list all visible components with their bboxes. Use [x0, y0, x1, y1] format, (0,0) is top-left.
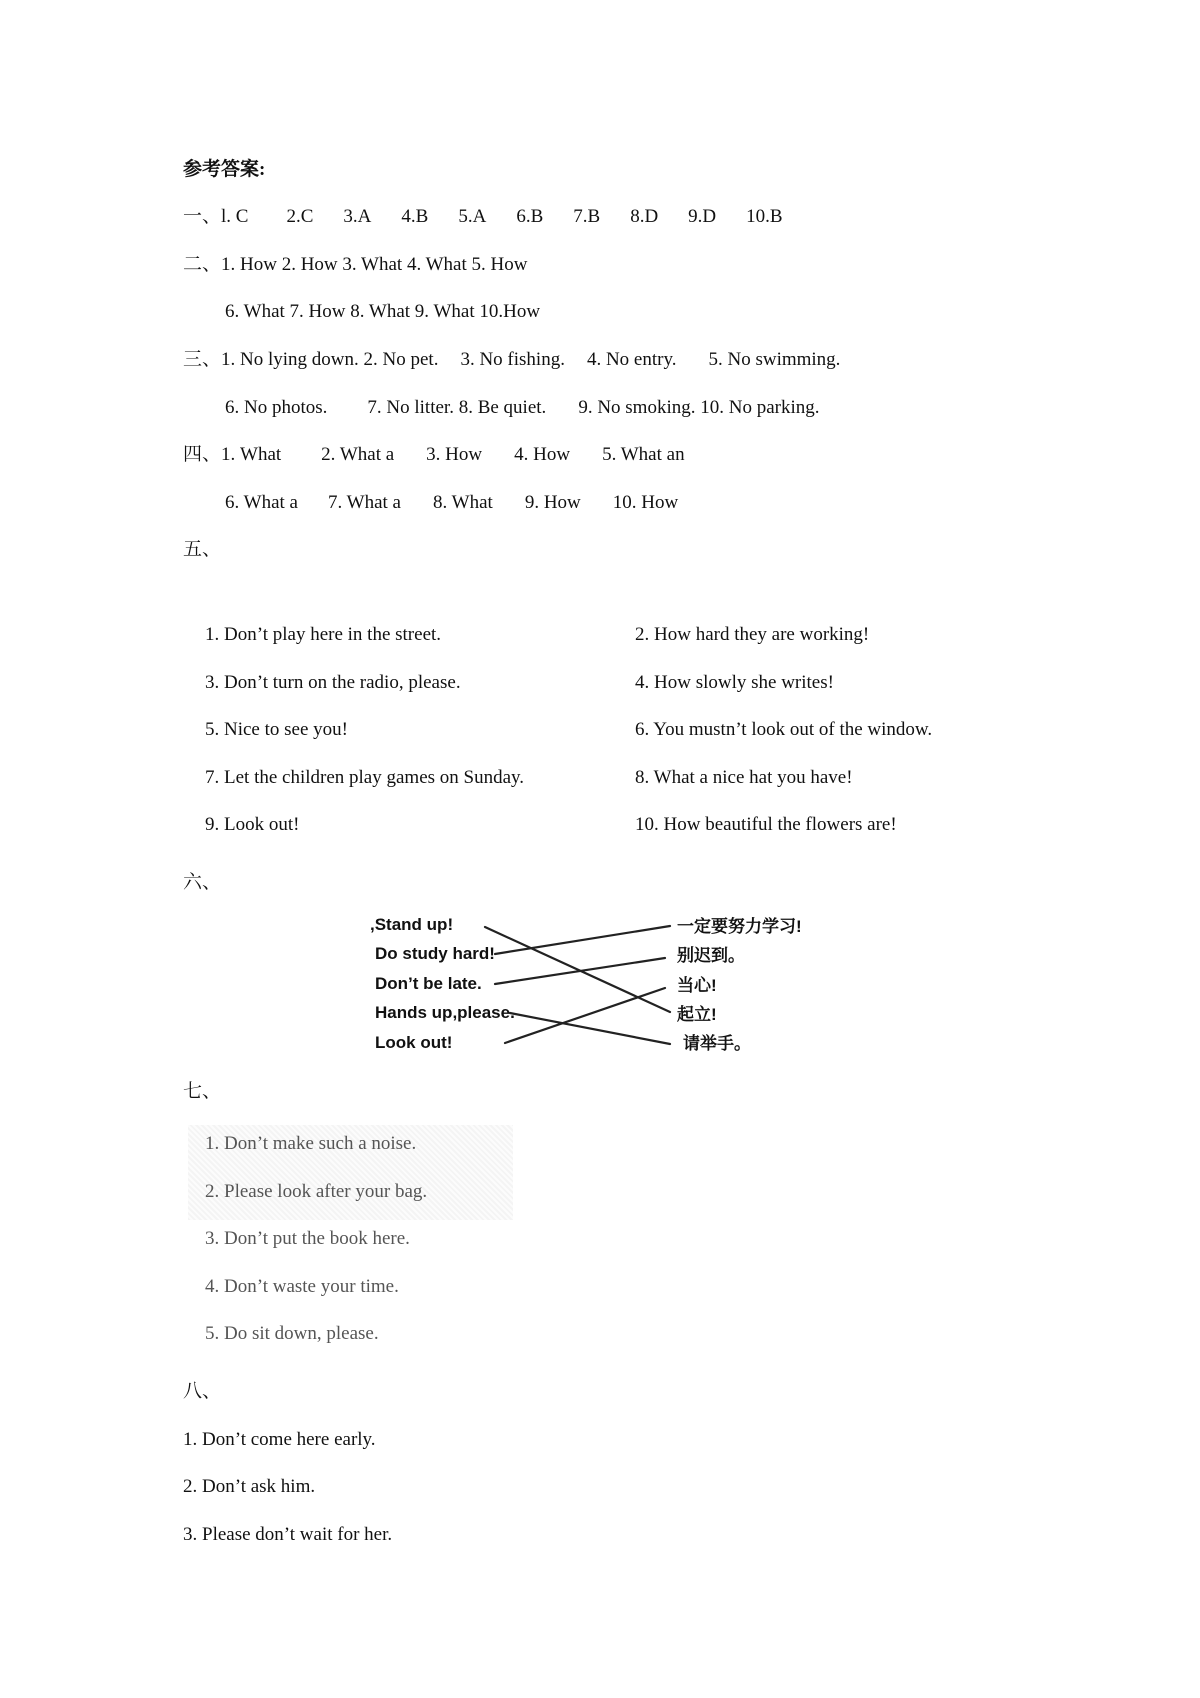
match-left-item: Don’t be late. — [375, 974, 482, 993]
section-marker: 六、 — [183, 872, 222, 893]
match-left-item: Do study hard! — [375, 944, 495, 963]
sentence-answer: 1. Don’t play here in the street. — [205, 624, 442, 645]
answer-line: 6. What 7. How 8. What 9. What 10.How — [225, 301, 541, 322]
answer-item: 4.B — [401, 206, 429, 227]
section-marker: 五、 — [183, 539, 222, 560]
match-right-item: 一定要努力学习! — [677, 917, 802, 936]
match-right-item: 起立! — [677, 1005, 717, 1024]
match-line — [510, 1013, 670, 1044]
answer-item: 6. No photos. — [225, 397, 328, 418]
sentence-answer: 5. Do sit down, please. — [205, 1323, 379, 1344]
answer-item: l. C — [221, 206, 249, 227]
sentence-answer: 9. Look out! — [205, 814, 300, 835]
matching-diagram — [365, 905, 835, 1055]
sentence-answer: 10. How beautiful the flowers are! — [635, 814, 897, 835]
answer-item: 2. What a — [321, 444, 395, 465]
sentence-answer: 4. How slowly she writes! — [635, 672, 834, 693]
section-4-line-2 — [225, 491, 678, 515]
match-left-item: Hands up,please. — [375, 1003, 515, 1022]
section-1 — [183, 205, 783, 229]
answer-line: 1. How 2. How 3. What 4. What 5. How — [221, 254, 528, 275]
answer-item: 7.B — [573, 206, 601, 227]
section-3-line-2 — [225, 396, 820, 420]
answer-item: 9. No smoking. 10. No parking. — [578, 397, 820, 418]
answer-item: 5. No swimming. — [708, 349, 841, 370]
answer-item: 7. What a — [328, 492, 401, 513]
answer-item: 5.A — [458, 206, 487, 227]
section-marker: 一、 — [183, 206, 222, 227]
sentence-answer: 6. You mustn’t look out of the window. — [635, 719, 933, 740]
answer-item: 3.A — [343, 206, 372, 227]
answer-item: 9.D — [688, 206, 717, 227]
answer-item: 4. How — [514, 444, 571, 465]
match-line — [505, 988, 665, 1043]
sentence-answer: 3. Don’t turn on the radio, please. — [205, 672, 461, 693]
answer-item: 6.B — [516, 206, 544, 227]
section-2-line-1 — [183, 253, 527, 277]
answer-item: 7. No litter. 8. Be quiet. — [367, 397, 547, 418]
answer-item: 10.B — [746, 206, 783, 227]
section-3-line-1 — [183, 348, 840, 372]
sentence-answer: 3. Don’t put the book here. — [205, 1228, 410, 1249]
match-line — [495, 926, 670, 954]
match-right-item: 当心! — [677, 976, 717, 995]
sentence-answer: 1. Don’t come here early. — [183, 1429, 376, 1450]
answer-item: 10. How — [612, 492, 679, 513]
sentence-answer: 2. Don’t ask him. — [183, 1476, 316, 1497]
answer-item: 3. How — [426, 444, 483, 465]
page-title: 参考答案: — [183, 159, 266, 180]
section-marker: 二、 — [183, 254, 222, 275]
answer-item: 9. How — [524, 492, 581, 513]
match-right-item: 请举手。 — [683, 1034, 751, 1053]
answer-item: 1. No lying down. 2. No pet. — [221, 349, 439, 370]
answer-item: 5. What an — [602, 444, 685, 465]
section-marker: 七、 — [183, 1081, 222, 1102]
match-left-item: Look out! — [375, 1033, 453, 1052]
answer-item: 8. What — [433, 492, 493, 513]
answer-item: 8.D — [630, 206, 659, 227]
answer-item: 3. No fishing. — [460, 349, 565, 370]
sentence-answer: 4. Don’t waste your time. — [205, 1276, 399, 1297]
answer-item: 6. What a — [225, 492, 298, 513]
sentence-answer: 3. Please don’t wait for her. — [183, 1524, 393, 1545]
answer-item: 4. No entry. — [586, 349, 677, 370]
section-marker: 三、 — [183, 349, 222, 370]
answer-item: 2.C — [286, 206, 314, 227]
section-4-line-1 — [183, 443, 685, 467]
sentence-answer: 1. Don’t make such a noise. — [205, 1133, 417, 1154]
match-line — [495, 958, 665, 984]
sentence-answer: 8. What a nice hat you have! — [635, 767, 853, 788]
section-marker: 八、 — [183, 1381, 222, 1402]
section-marker: 四、 — [183, 444, 222, 465]
match-left-item: ,Stand up! — [370, 915, 454, 934]
sentence-answer: 2. Please look after your bag. — [205, 1181, 428, 1202]
match-right-item: 别迟到。 — [677, 946, 745, 965]
sentence-answer: 7. Let the children play games on Sunday. — [205, 767, 525, 788]
sentence-answer: 2. How hard they are working! — [635, 624, 870, 645]
sentence-answer: 5. Nice to see you! — [205, 719, 348, 740]
answer-item: 1. What — [221, 444, 282, 465]
